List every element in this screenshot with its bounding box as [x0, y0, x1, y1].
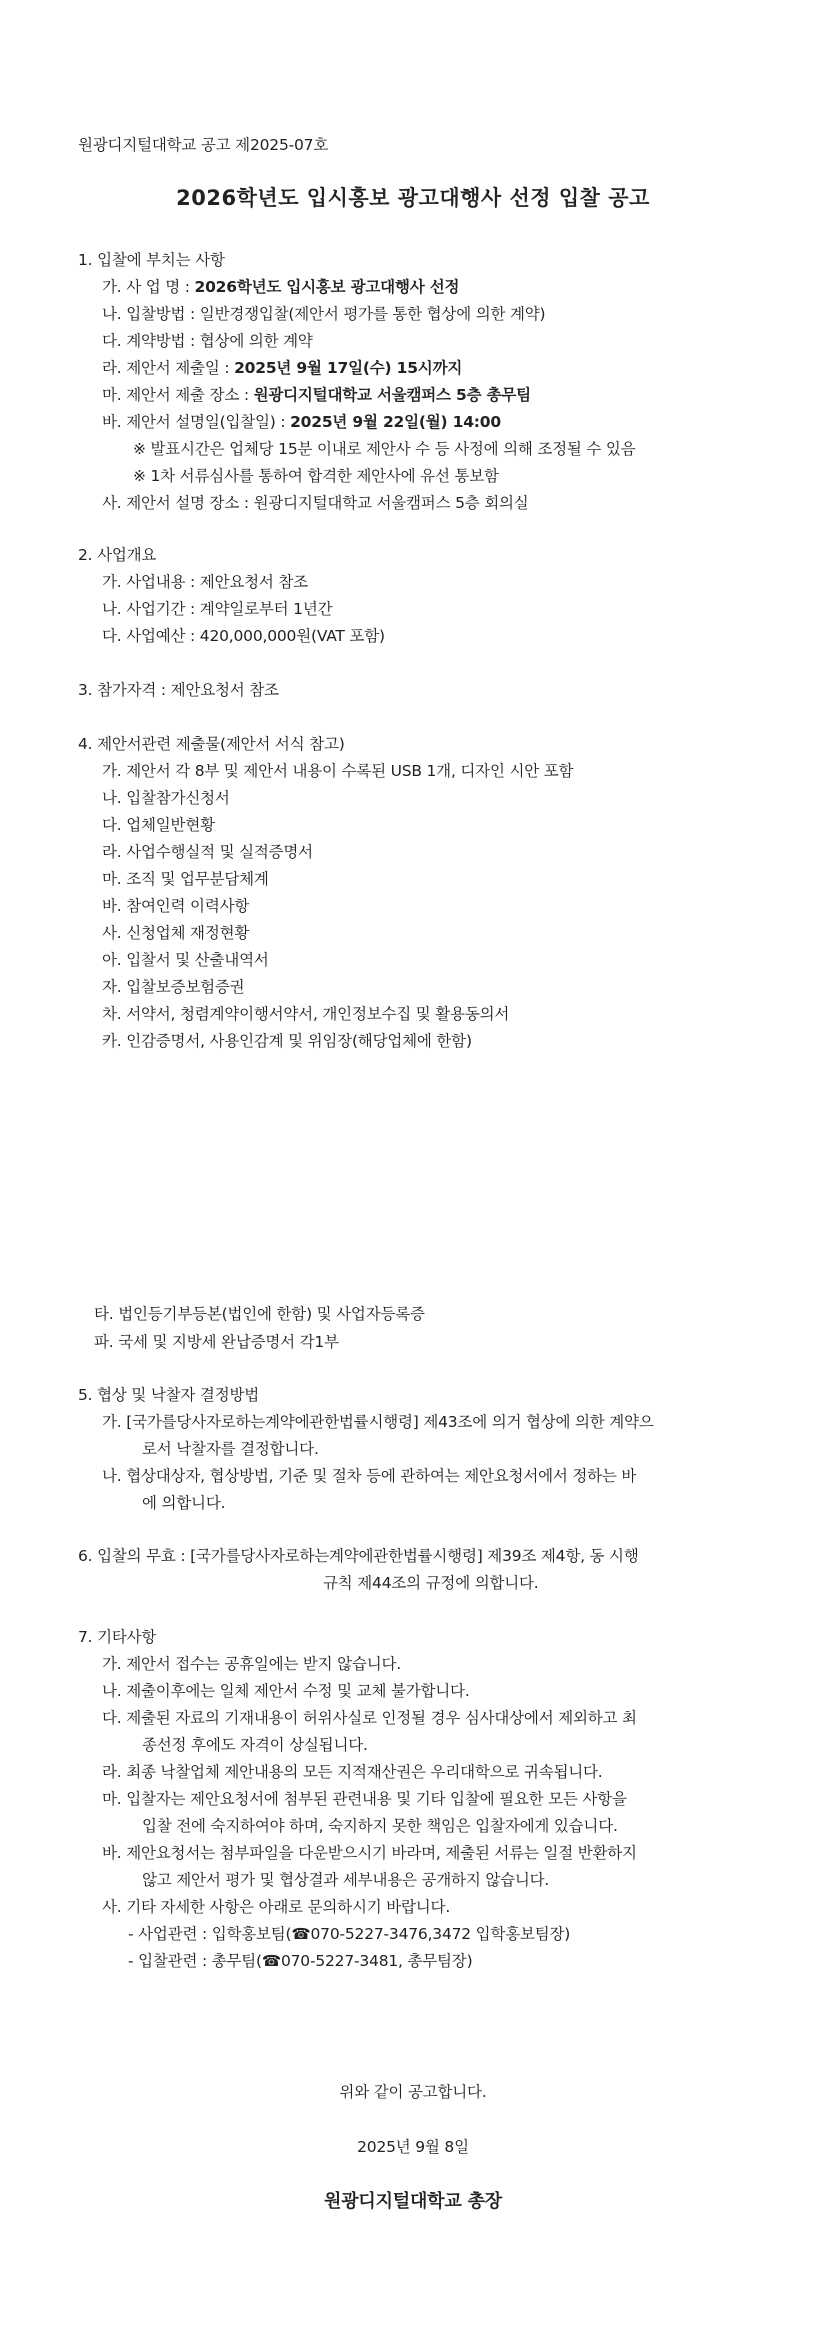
- contact-bidding: - 입찰관련 : 총무팀(☎070-5227-3481, 총무팀장): [128, 1952, 473, 1970]
- signature-president: 원광디지털대학교 총장: [324, 2191, 502, 2212]
- s5-item-ga-line1: 가. [국가를당사자로하는계약에관한법률시행령] 제43조에 의거 협상에 의한 계약으: [102, 1413, 654, 1431]
- s1-item-ba: [102, 412, 501, 432]
- s4-item-sa: 사. 신청업체 재정현황: [102, 924, 250, 942]
- s7-item-ma-line1: 마. 입찰자는 제안요청서에 첨부된 관련내용 및 기타 입찰에 필요한 모든 사항을: [102, 1790, 627, 1808]
- s7-item-ba-line2: 않고 제안서 평가 및 협상결과 세부내용은 공개하지 않습니다.: [142, 1871, 550, 1889]
- contact-business: - 사업관련 : 입학홍보팀(☎070-5227-3476,3472 입학홍보팀장): [128, 1925, 571, 1943]
- section-5-heading: 5. 협상 및 낙찰자 결정방법: [78, 1386, 260, 1404]
- s5-item-na-line1: 나. 협상대상자, 협상방법, 기준 및 절차 등에 관하여는 제안요청서에서 정하는 바: [102, 1467, 637, 1485]
- s1-item-ga: [102, 277, 459, 297]
- section-1-heading: 1. 입찰에 부치는 사항: [78, 251, 225, 269]
- s4-item-ga: 가. 제안서 각 8부 및 제안서 내용이 수록된 USB 1개, 디자인 시안 포함: [102, 762, 574, 780]
- s1-note-presentation: ※ 발표시간은 업체당 15분 이내로 제안사 수 등 사정에 의해 조정될 수 있음: [133, 440, 636, 458]
- s1-item-ra: [102, 358, 462, 378]
- s7-item-ba-line1: 바. 제안요청서는 첨부파일을 다운받으시기 바라며, 제출된 서류는 일절 반환하지: [102, 1844, 637, 1862]
- s1-ma-value: 원광디지털대학교 서울캠퍼스 5층 총무팀: [253, 386, 531, 404]
- s1-ra-label: 라. 제안서 제출일 :: [102, 359, 235, 377]
- s2-item-da: 다. 사업예산 : 420,000,000원(VAT 포함): [102, 627, 385, 645]
- s4-item-ka: 카. 인감증명서, 사용인감계 및 위임장(해당업체에 한함): [102, 1032, 472, 1050]
- s1-ga-label: 가. 사 업 명 :: [102, 278, 195, 296]
- s7-item-na: 나. 제출이후에는 일체 제안서 수정 및 교체 불가합니다.: [102, 1682, 470, 1700]
- notice-number: 원광디지털대학교 공고 제2025-07호: [78, 136, 329, 154]
- s7-item-ga: 가. 제안서 접수는 공휴일에는 받지 않습니다.: [102, 1655, 402, 1673]
- s4-item-ra: 라. 사업수행실적 및 실적증명서: [102, 843, 313, 861]
- notice-date: 2025년 9월 8일: [357, 2138, 469, 2156]
- s1-ba-value: 2025년 9월 22일(월) 14:00: [290, 413, 501, 431]
- s4-item-a: 아. 입찰서 및 산출내역서: [102, 951, 269, 969]
- s7-item-da-line1: 다. 제출된 자료의 기재내용이 허위사실로 인정될 경우 심사대상에서 제외하고 최: [102, 1709, 637, 1727]
- section-2-heading: 2. 사업개요: [78, 546, 157, 564]
- s1-item-na: 나. 입찰방법 : 일반경쟁입찰(제안서 평가를 통한 협상에 의한 계약): [102, 305, 546, 323]
- s1-item-da: 다. 계약방법 : 협상에 의한 계약: [102, 332, 313, 350]
- section-6-line2: 규칙 제44조의 규정에 의합니다.: [323, 1574, 539, 1592]
- s4-item-cha: 차. 서약서, 청렴계약이행서약서, 개인정보수집 및 활용동의서: [102, 1005, 510, 1023]
- s7-item-da-line2: 종선정 후에도 자격이 상실됩니다.: [142, 1736, 368, 1754]
- closing-statement: 위와 같이 공고합니다.: [339, 2083, 487, 2101]
- s4-item-ta: 타. 법인등기부등본(법인에 한함) 및 사업자등록증: [94, 1305, 425, 1323]
- s1-ga-value: 2026학년도 입시홍보 광고대행사 선정: [194, 278, 460, 296]
- section-3-heading: 3. 참가자격 : 제안요청서 참조: [78, 681, 279, 699]
- s4-item-ba: 바. 참여인력 이력사항: [102, 897, 250, 915]
- section-4-heading: 4. 제안서관련 제출물(제안서 서식 참고): [78, 735, 345, 753]
- s7-item-sa: 사. 기타 자세한 사항은 아래로 문의하시기 바랍니다.: [102, 1898, 451, 1916]
- s1-ba-label: 바. 제안서 설명일(입찰일) :: [102, 413, 291, 431]
- s4-item-pa: 파. 국세 및 지방세 완납증명서 각1부: [94, 1333, 339, 1351]
- section-7-heading: 7. 기타사항: [78, 1628, 157, 1646]
- s4-item-na: 나. 입찰참가신청서: [102, 789, 230, 807]
- document-title: 2026학년도 입시홍보 광고대행사 선정 입찰 공고: [176, 186, 650, 210]
- s1-item-ma: [102, 385, 531, 405]
- s1-item-sa: 사. 제안서 설명 장소 : 원광디지털대학교 서울캠퍼스 5층 회의실: [102, 494, 529, 512]
- section-6-line1: 6. 입찰의 무효 : [국가를당사자로하는계약에관한법률시행령] 제39조 제4항, 동 시행: [78, 1547, 639, 1565]
- s2-item-na: 나. 사업기간 : 계약일로부터 1년간: [102, 600, 333, 618]
- s1-ma-label: 마. 제안서 제출 장소 :: [102, 386, 254, 404]
- s4-item-da: 다. 업체일반현황: [102, 816, 215, 834]
- s7-item-ra: 라. 최종 낙찰업체 제안내용의 모든 지적재산권은 우리대학으로 귀속됩니다.: [102, 1763, 603, 1781]
- s1-ra-value: 2025년 9월 17일(수) 15시까지: [234, 359, 463, 377]
- s5-item-ga-line2: 로서 낙찰자를 결정합니다.: [142, 1440, 319, 1458]
- s5-item-na-line2: 에 의합니다.: [142, 1494, 226, 1512]
- s2-item-ga: 가. 사업내용 : 제안요청서 참조: [102, 573, 308, 591]
- s4-item-ma: 마. 조직 및 업무분담체계: [102, 870, 269, 888]
- s7-item-ma-line2: 입찰 전에 숙지하여야 하며, 숙지하지 못한 책임은 입찰자에게 있습니다.: [142, 1817, 618, 1835]
- s4-item-ja: 자. 입찰보증보험증권: [102, 978, 245, 996]
- s1-note-screening: ※ 1차 서류심사를 통하여 합격한 제안사에 유선 통보함: [133, 467, 499, 485]
